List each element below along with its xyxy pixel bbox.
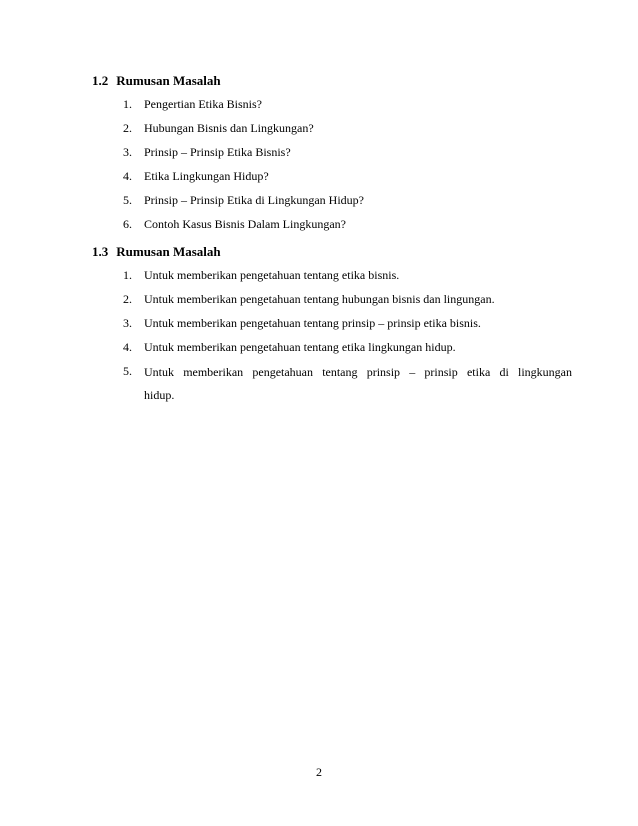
list-marker: 3.	[123, 145, 132, 159]
section-number: 1.3	[92, 244, 109, 259]
list-marker: 6.	[123, 217, 132, 231]
list-marker: 5.	[123, 364, 132, 378]
list-item	[123, 94, 572, 114]
objective-list	[123, 265, 572, 407]
section-heading	[92, 243, 572, 261]
list-item-text: Hubungan Bisnis dan Lingkungan?	[144, 121, 314, 135]
list-item	[123, 313, 572, 333]
list-marker: 3.	[123, 316, 132, 330]
list-item-text-line-2: hidup.	[144, 388, 175, 402]
list-item	[123, 142, 572, 162]
list-marker: 4.	[123, 169, 132, 183]
list-marker: 5.	[123, 193, 132, 207]
list-item	[123, 265, 572, 285]
list-item	[123, 289, 572, 309]
section-number: 1.2	[92, 73, 109, 88]
section-title: Rumusan Masalah	[116, 244, 221, 259]
list-item-text: Etika Lingkungan Hidup?	[144, 169, 269, 183]
list-marker: 1.	[123, 97, 132, 111]
list-marker: 2.	[123, 121, 132, 135]
list-item-text: Prinsip – Prinsip Etika Bisnis?	[144, 145, 291, 159]
question-list	[123, 94, 572, 234]
list-marker: 4.	[123, 340, 132, 354]
list-marker: 2.	[123, 292, 132, 306]
list-item-text: Pengertian Etika Bisnis?	[144, 97, 262, 111]
list-item-text-line-1: Untuk memberikan pengetahuan tentang prinsip – prinsip etika di lingkungan	[144, 365, 572, 379]
list-item-text: Untuk memberikan pengetahuan tentang etika bisnis.	[144, 268, 400, 282]
list-item-text: Prinsip – Prinsip Etika di Lingkungan Hidup?	[144, 193, 364, 207]
list-item-text: Untuk memberikan pengetahuan tentang prinsip – prinsip etika bisnis.	[144, 316, 481, 330]
list-item	[123, 361, 572, 407]
page-number: 2	[316, 765, 322, 779]
section-rumusan-masalah-1-2	[92, 72, 572, 234]
list-item-text: Contoh Kasus Bisnis Dalam Lingkungan?	[144, 217, 346, 231]
section-title: Rumusan Masalah	[116, 73, 221, 88]
list-item	[123, 118, 572, 138]
section-heading	[92, 72, 572, 90]
list-item	[123, 337, 572, 357]
list-item-text: Untuk memberikan pengetahuan tentang hubungan bisnis dan lingungan.	[144, 292, 495, 306]
list-marker: 1.	[123, 268, 132, 282]
list-item	[123, 190, 572, 210]
list-item-text	[144, 361, 572, 407]
list-item-text: Untuk memberikan pengetahuan tentang etika lingkungan hidup.	[144, 340, 456, 354]
list-item	[123, 214, 572, 234]
list-item	[123, 166, 572, 186]
section-rumusan-masalah-1-3	[92, 243, 572, 407]
